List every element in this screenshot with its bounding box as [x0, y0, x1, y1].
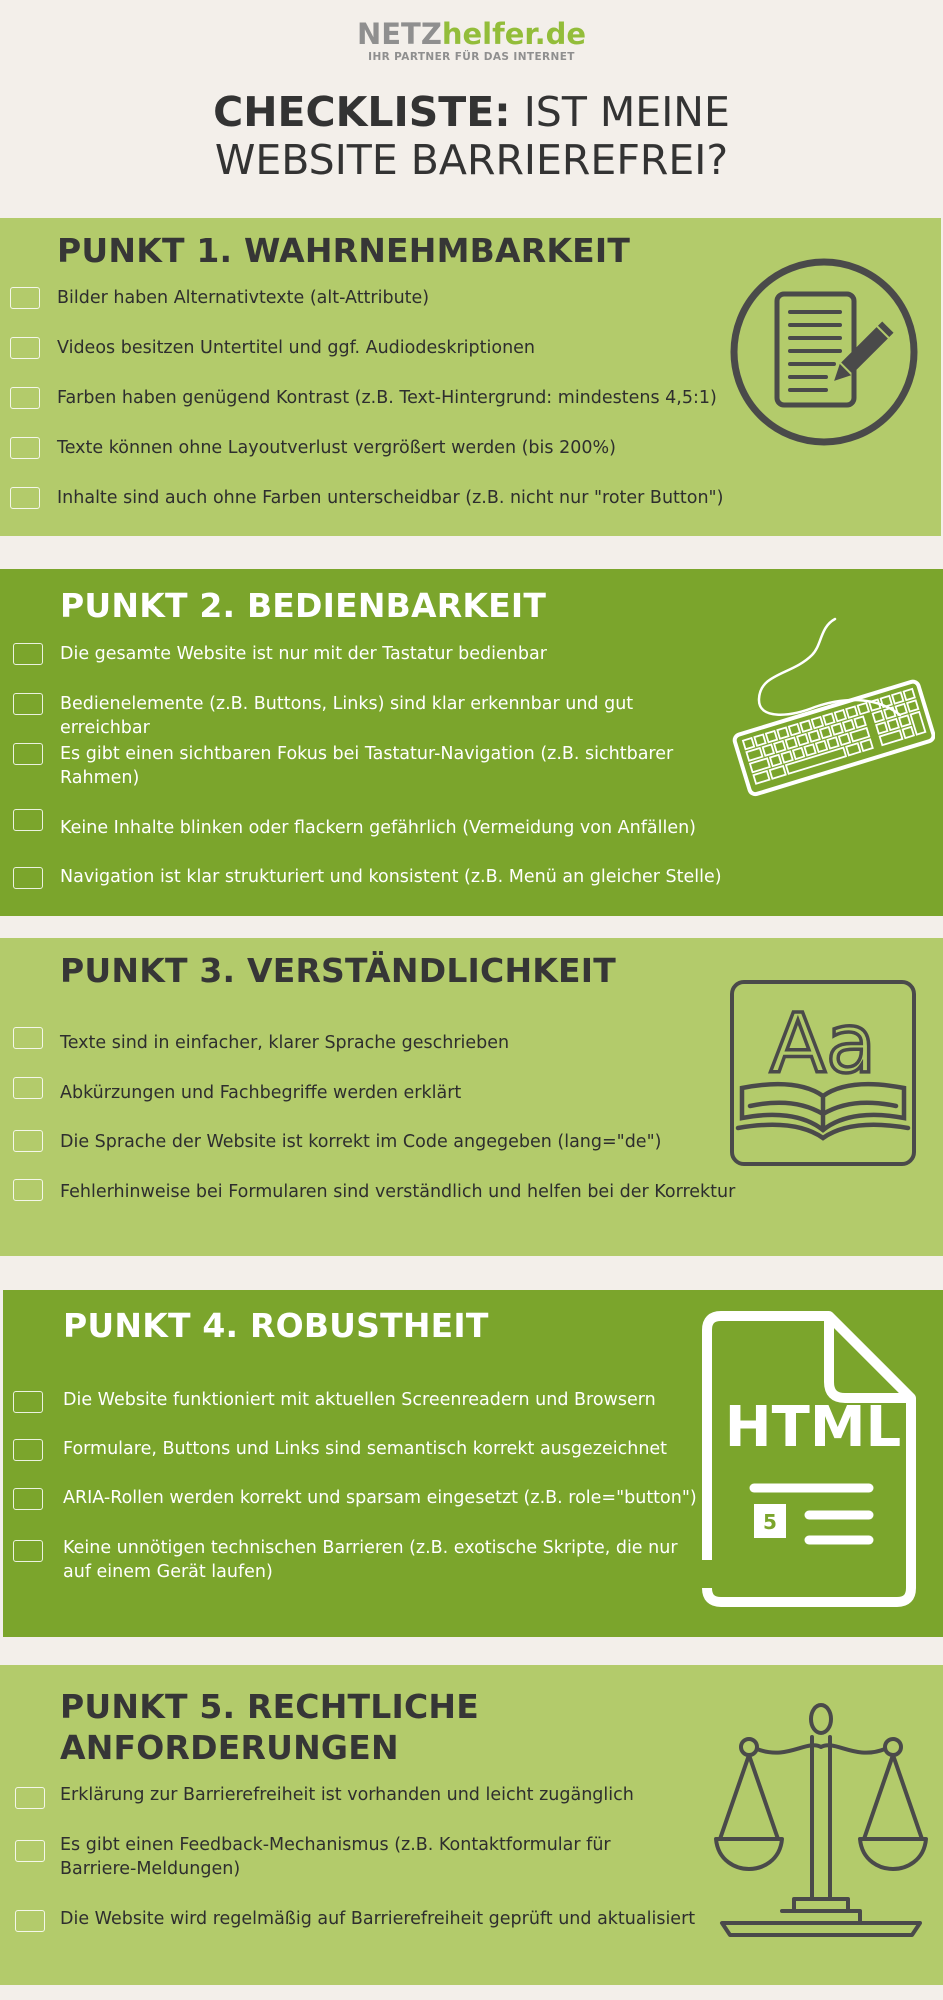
document-pen-icon	[726, 254, 922, 450]
checkbox[interactable]	[15, 1910, 45, 1932]
checklist-item: Die gesamte Website ist nur mit der Tastatur bedienbar	[60, 644, 547, 664]
checklist-item: Erklärung zur Barrierefreiheit ist vorhanden und leicht zugänglich	[60, 1785, 634, 1805]
checklist-item: Inhalte sind auch ohne Farben unterscheidbar (z.B. nicht nur "roter Button")	[57, 488, 724, 508]
section-verstaendlichkeit	[0, 938, 943, 1256]
checklist-item: Farben haben genügend Kontrast (z.B. Text-Hintergrund: mindestens 4,5:1)	[57, 388, 717, 408]
checklist-item: Die Website wird regelmäßig auf Barrierefreiheit geprüft und aktualisiert	[60, 1909, 696, 1929]
page-title-rest: IST MEINE	[510, 88, 730, 136]
checkbox[interactable]	[13, 1540, 43, 1562]
checkbox[interactable]	[10, 337, 40, 359]
checkbox[interactable]	[13, 867, 43, 889]
checkbox[interactable]	[13, 1179, 43, 1201]
checklist-item: Bedienelemente (z.B. Buttons, Links) sind klar erkennbar und gut erreichbar	[60, 694, 634, 738]
checkbox[interactable]	[10, 437, 40, 459]
section-wahrnehmbarkeit	[0, 218, 941, 536]
html-file-icon	[699, 1310, 919, 1610]
checkbox[interactable]	[15, 1840, 45, 1862]
checkbox[interactable]	[13, 1027, 43, 1049]
checklist-item: Formulare, Buttons und Links sind semantisch korrekt ausgezeichnet	[63, 1439, 668, 1459]
checklist-item: Keine Inhalte blinken oder flackern gefährlich (Vermeidung von Anfällen)	[60, 818, 697, 838]
section-title: PUNKT 2. BEDIENBARKEIT	[60, 586, 547, 625]
checkbox[interactable]	[13, 1488, 43, 1510]
keyboard-icon	[730, 615, 935, 820]
icon-letters: Aa	[769, 997, 877, 1092]
checkbox[interactable]	[10, 287, 40, 309]
section-title: PUNKT 1. WAHRNEHMBARKEIT	[57, 231, 631, 270]
checklist-item: Es gibt einen sichtbaren Fokus bei Tastatur-Navigation (z.B. sichtbarer Rahmen)	[60, 744, 674, 788]
checklist-item: ARIA-Rollen werden korrekt und sparsam eingesetzt (z.B. role="button")	[63, 1488, 697, 1508]
netzhelfer-logo[interactable]	[0, 16, 943, 63]
checkbox[interactable]	[13, 643, 43, 665]
scales-icon	[712, 1699, 930, 1949]
section-robustheit	[3, 1290, 943, 1637]
checklist-item: Es gibt einen Feedback-Mechanismus (z.B. Kontaktformular für Barriere-Meldungen)	[60, 1835, 611, 1879]
checklist-item: Videos besitzen Untertitel und ggf. Audiodeskriptionen	[57, 338, 536, 358]
page-title-bold: CHECKLISTE:	[213, 88, 511, 136]
checklist-item: Die Sprache der Website ist korrekt im Code angegeben (lang="de")	[60, 1132, 662, 1152]
logo-helfer: helfer.de	[441, 17, 587, 51]
checkbox[interactable]	[10, 387, 40, 409]
checklist-item: Keine unnötigen technischen Barrieren (z.B. exotische Skripte, die nur auf einem Gerät laufen)	[63, 1538, 678, 1582]
logo-tagline: IHR PARTNER FÜR DAS INTERNET	[368, 51, 575, 63]
checkbox[interactable]	[13, 1391, 43, 1413]
page-title	[0, 88, 943, 184]
html-label: HTML	[724, 1395, 902, 1460]
checklist-item: Abkürzungen und Fachbegriffe werden erklärt	[60, 1083, 462, 1103]
checkbox[interactable]	[13, 1130, 43, 1152]
checkbox[interactable]	[13, 809, 43, 831]
section-title: PUNKT 4. ROBUSTHEIT	[63, 1306, 489, 1345]
svg-text:5: 5	[763, 1510, 777, 1534]
checklist-item: Bilder haben Alternativtexte (alt-Attribute)	[57, 288, 430, 308]
section-title: PUNKT 5. RECHTLICHE ANFORDERUNGEN	[60, 1687, 479, 1767]
page-title-line2: WEBSITE BARRIEREFREI?	[214, 136, 729, 184]
checkbox[interactable]	[13, 1439, 43, 1461]
checkbox[interactable]	[13, 693, 43, 715]
book-letters-icon	[728, 978, 918, 1168]
checkbox[interactable]	[13, 743, 43, 765]
checklist-item: Texte sind in einfacher, klarer Sprache geschrieben	[60, 1033, 510, 1053]
section-rechtliche-anforderungen	[0, 1665, 943, 1985]
checkbox[interactable]	[13, 1077, 43, 1099]
checklist-item: Navigation ist klar strukturiert und konsistent (z.B. Menü an gleicher Stelle)	[60, 867, 722, 887]
section-bedienbarkeit	[0, 569, 943, 916]
checklist-item: Die Website funktioniert mit aktuellen Screenreadern und Browsern	[63, 1390, 656, 1410]
section-title: PUNKT 3. VERSTÄNDLICHKEIT	[60, 951, 616, 990]
checkbox[interactable]	[15, 1787, 45, 1809]
checklist-item: Fehlerhinweise bei Formularen sind verständlich und helfen bei der Korrektur	[60, 1182, 736, 1202]
logo-netz: NETZ	[356, 17, 442, 51]
checklist-item: Texte können ohne Layoutverlust vergrößert werden (bis 200%)	[57, 438, 616, 458]
checkbox[interactable]	[10, 487, 40, 509]
